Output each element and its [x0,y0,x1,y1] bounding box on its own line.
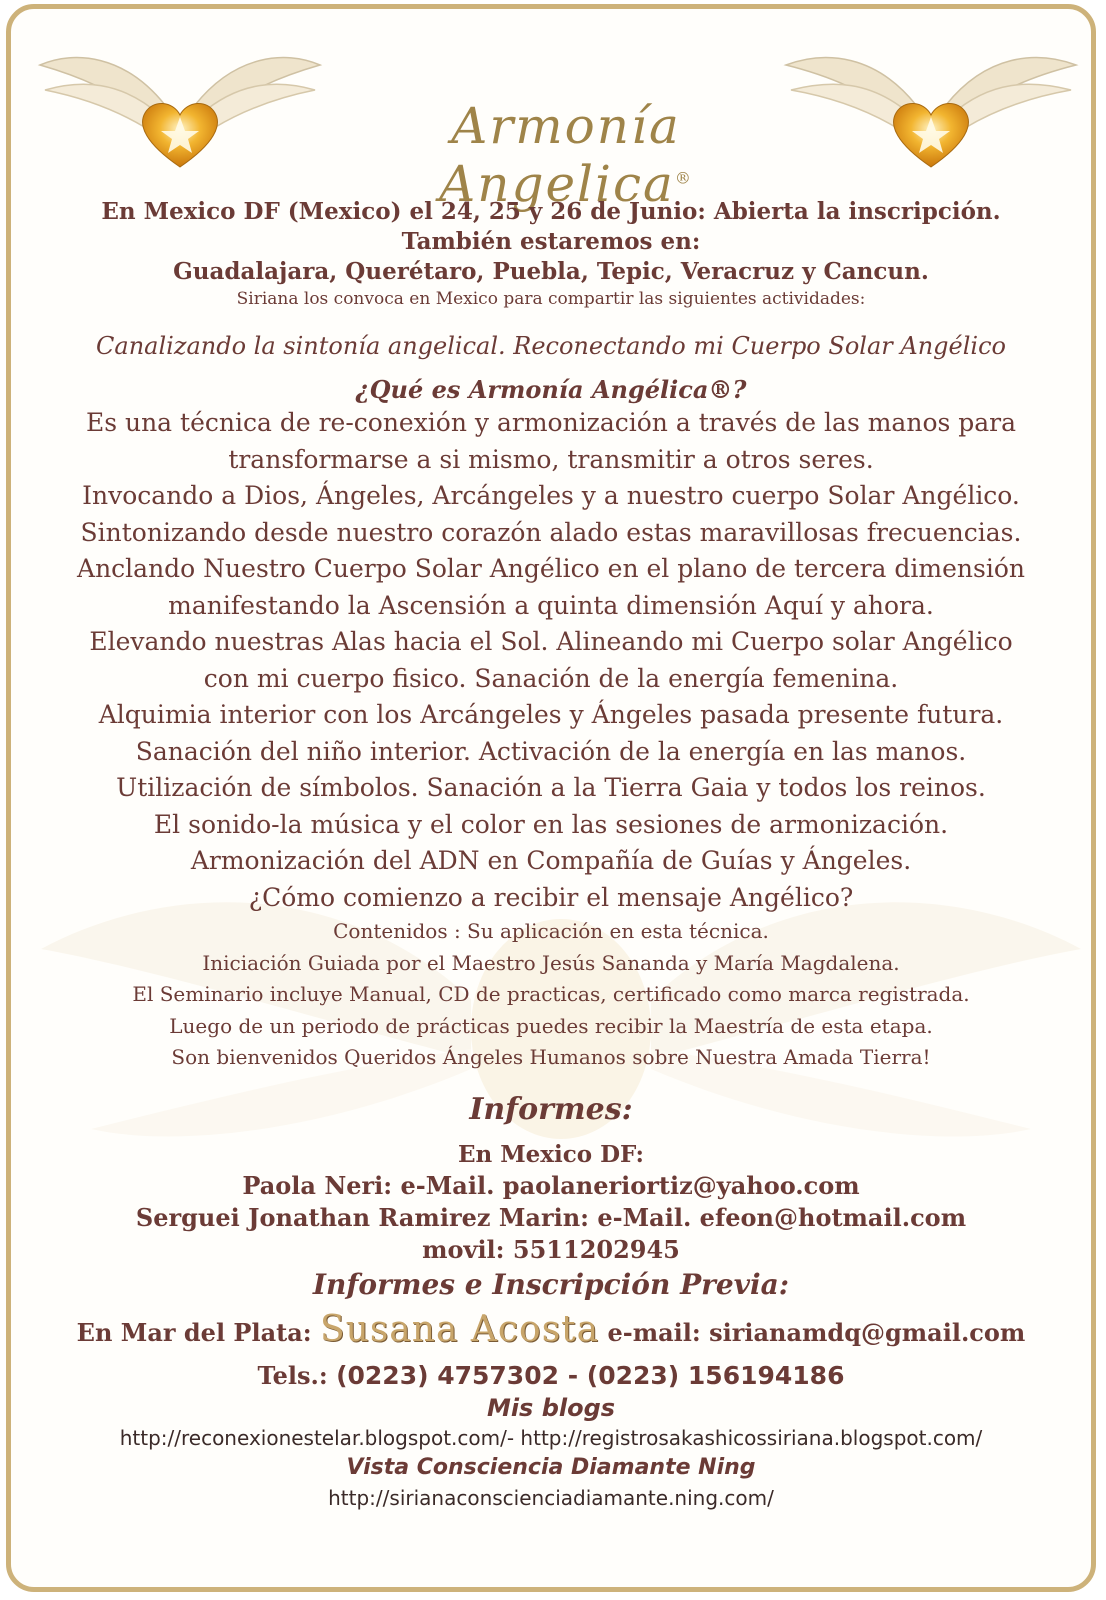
description-line: Armonización del ADN en Compañía de Guías y Ángeles. [190,846,912,875]
inscripcion-email: e-mail: sirianamdq@gmail.com [607,1317,1026,1347]
description-line: Sintonizando desde nuestro corazón alado estas maravillosas frecuencias. [80,517,1022,547]
description-line: con mi cuerpo fisico. Sanación de la energía femenina. [203,663,899,693]
inscripcion-contact-row [11,1304,1091,1359]
winged-heart-left-icon [35,35,325,175]
inscripcion-heading: Informes e Inscripción Previa: [312,1267,790,1301]
signature-name: Susana Acosta [319,1308,600,1350]
contents-line: El Seminario incluye Manual, CD de practicas, certificado como marca registrada. [132,982,970,1006]
description-line: Elevando nuestras Alas hacia el Sol. Alineando mi Cuerpo solar Angélico [89,627,1013,656]
contents-line: Contenidos : Su aplicación en esta técnica. [333,919,769,943]
description-line: ¿Cómo comienzo a recibir el mensaje Angélico? [248,882,854,912]
inscripcion-place-label: En Mar del Plata: [76,1317,312,1347]
contents-line: Luego de un periodo de prácticas puedes recibir la Maestría de esta etapa. [169,1013,933,1038]
contents-block [11,916,1091,1074]
description-block [11,405,1091,916]
subtitle: Canalizando la sintonía angelical. Reconectando mi Cuerpo Solar Angélico [96,332,1006,360]
intro-dates: En Mexico DF (Mexico) el 24, 25 y 26 de Junio: Abierta la inscripción. [101,198,1001,225]
description-line: Sanación del niño interior. Activación de la energía en las manos. [135,736,967,766]
description-line: Anclando Nuestro Cuerpo Solar Angélico en el plano de tercera dimensión [77,554,1025,583]
description-line: manifestando la Ascensión a quinta dimensión Aquí y ahora. [168,590,934,620]
description-line: Utilización de símbolos. Sanación a la Tierra Gaia y todos los reinos. [116,773,986,802]
ning-heading: Vista Consciencia Diamante Ning [346,1454,756,1480]
contents-line: Son bienvenidos Queridos Ángeles Humanos sobre Nuestra Amada Tierra! [171,1045,931,1069]
informes-heading: Informes: [469,1091,633,1127]
description-line: Alquimia interior con los Arcángeles y Ángeles pasada presente futura. [98,700,1004,729]
ning-url[interactable]: http://sirianaconscienciadiamante.ning.com/ [328,1485,774,1510]
contents-line: Iniciación Guiada por el Maestro Jesús Sananda y María Magdalena. [202,950,900,975]
tels-value: (0223) 4757302 - (0223) 156194186 [336,1360,845,1390]
blogs-heading: Mis blogs [486,1393,616,1422]
informes-contact-paola: Paola Neri: e-Mail. paolaneriortiz@yahoo.com [242,1170,860,1200]
informes-city: En Mexico DF: [457,1140,645,1168]
description-line: El sonido-la música y el color en las sesiones de armonización. [153,809,949,839]
logo-title [316,97,816,213]
intro-invitation: Siriana los convoca en Mexico para compartir las siguientes actividades: [236,289,866,309]
winged-heart-right-icon [781,35,1081,175]
flyer-frame [6,4,1096,1592]
question-heading: ¿Qué es Armonía Angélica®? [355,375,747,404]
informes-phone: movil: 5511202945 [422,1234,680,1264]
logo-title-text: Armonía Angelica [439,97,681,213]
description-line: Es una técnica de re-conexión y armonización a través de las manos para [85,408,1017,437]
intro-also: También estaremos en: [401,228,701,255]
blogs-urls[interactable]: http://reconexionestelar.blogspot.com/- http://registrosakashicossiriana.blogspot.com/ [119,1425,983,1450]
flyer-content [11,197,1091,1513]
description-line: transformarse a si mismo, transmitir a otros seres. [228,444,874,474]
tels-label: Tels.: [257,1360,328,1390]
inscripcion-phones [11,1359,1091,1393]
registered-mark: ® [674,168,693,188]
informes-contact-serguei: Serguei Jonathan Ramirez Marin: e-Mail. efeon@hotmail.com [135,1202,967,1232]
description-line: Invocando a Dios, Ángeles, Arcángeles y a nuestro cuerpo Solar Angélico. [82,481,1020,510]
intro-cities: Guadalajara, Querétaro, Puebla, Tepic, Veracruz y Cancun. [173,258,929,285]
